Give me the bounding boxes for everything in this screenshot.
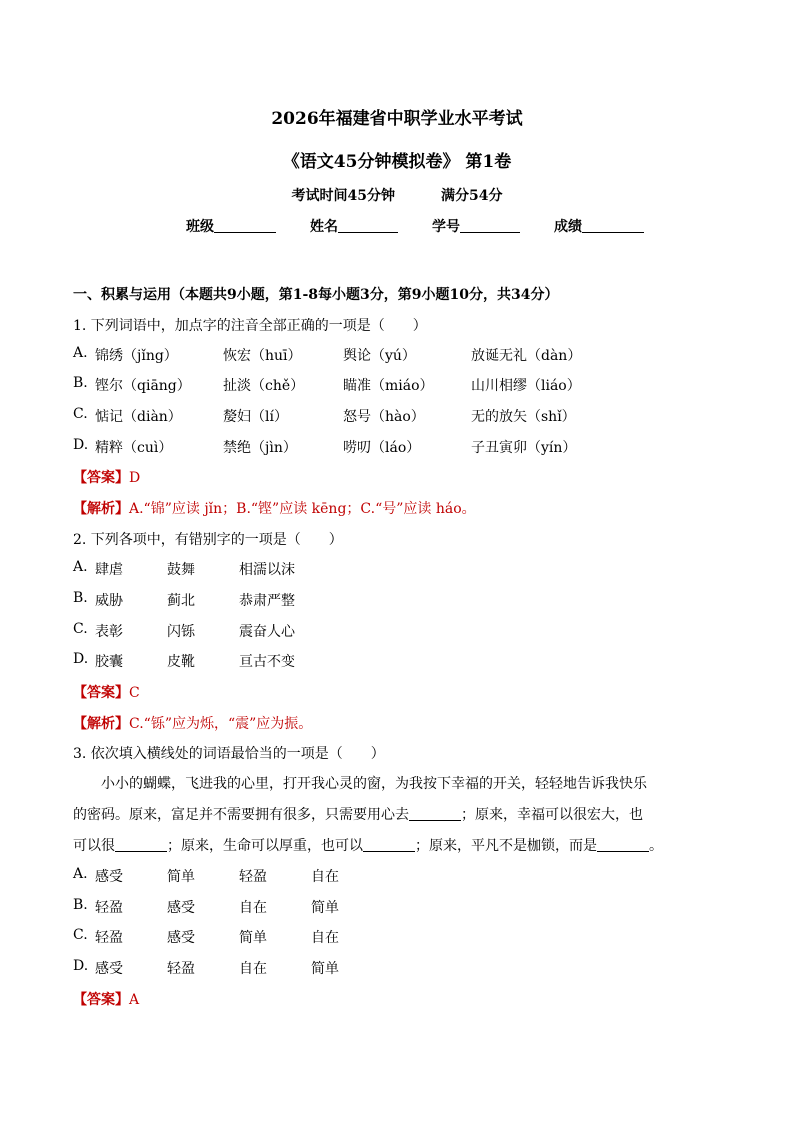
exam-meta [0, 185, 794, 205]
q2-analysis: 【解析】C.“铄”应为烁，“震”应为振。 [73, 716, 313, 732]
q3-passage-line-1: 小小的蝴蝶，飞进我的心里，打开我心灵的窗，为我按下幸福的开关，轻轻地告诉我快乐 [101, 776, 647, 792]
q2-stem: 2. 下列各项中，有错别字的一项是（ ） [73, 532, 343, 548]
q3-stem: 3. 依次填入横线处的词语最恰当的一项是（ ） [73, 746, 385, 762]
score-field[interactable]: 成绩 [554, 216, 644, 236]
q1-analysis: 【解析】A.“锦”应读 jǐn；B.“铿”应读 kēng；C.“号”应读 háo。 [73, 501, 476, 517]
q2-answer: 【答案】C [73, 685, 140, 701]
exam-score: 满分54分 [441, 188, 503, 204]
q3-passage-line-3: 可以很 ；原来，生命可以厚重，也可以 ；原来，平凡不是枷锁，而是 。 [73, 838, 663, 854]
q3-passage-line-2: 的密码。原来，富足并不需要拥有很多，只需要用心去 ；原来，幸福可以很宏大，也 [73, 807, 643, 823]
exam-page: 2026年福建省中职学业水平考试 《语文45分钟模拟卷》 第1卷 考试时间45分钟 满分54分 班级 姓名 学号 成绩 一、积累与运用（本题共9小题，第1-8每小题3分，第9小题10分，共34分） 1. 下列词语中，加点字的注音全部正确的一项是（ ） A. 锦绣（jǐng） 恢宏（huī） 舆论（yú） 放诞无礼（dàn） B. 铿尔（qiāng） 扯淡（chě） 瞄准（miáo） 山川相缪（liáo） C. 惦记（diàn） 嫠妇（lí） 怒号（hào） 无的放矢（shǐ） D. 精粹（cuì） 禁绝（jìn） 唠叨（láo） 子丑寅卯（yín） 【答案】D 【解析】A.“锦”应读 jǐn；B.“铿”应读 kēng；C.“号”应读 háo。 2. 下列各项中，有错别字的一项是（ ） A. 肆虐 鼓舞 相濡以沫 B. 威胁 蓟北 恭肃严整 C. 表彰 闪铄 震奋人心 D. 胶囊 皮靴 亘古不变 【答案】C 【解析】C.“铄”应为烁，“震”应为振。 3. 依次填入横线处的词语最恰当的一项是（ ） 小小的蝴蝶，飞进我的心里，打开我心灵的窗，为我按下幸福的开关，轻轻地告诉我快乐 的密码。原来，富足并不需要拥有很多，只需要用心去 ；原来，幸福可以很宏大，也 可以很 ；原来，生命可以厚重，也可以 ；原来，平凡不是枷锁，而是 。 A. 感受 简单 轻盈 自在 B. 轻盈 感受 自在 简单 C. 轻盈 感受 简单 自在 D. 感受 轻盈 自在 简单 【答案】A [0, 0, 794, 1123]
q3-blank-1[interactable] [409, 806, 461, 821]
q3-answer: 【答案】A [73, 992, 140, 1008]
q3-blank-3[interactable] [363, 837, 415, 852]
q3-blank-2[interactable] [115, 837, 167, 852]
class-field[interactable]: 班级 [186, 216, 276, 236]
q3-blank-4[interactable] [597, 837, 649, 852]
exam-time: 考试时间45分钟 [291, 188, 395, 204]
exam-title: 2026年福建省中职学业水平考试 [271, 109, 523, 129]
section-heading: 一、积累与运用（本题共9小题，第1-8每小题3分，第9小题10分，共34分） [73, 287, 559, 303]
name-field[interactable]: 姓名 [310, 216, 398, 236]
student-id-field[interactable]: 学号 [432, 216, 520, 236]
q1-stem: 1. 下列词语中，加点字的注音全部正确的一项是（ ） [73, 318, 427, 334]
exam-subtitle: 《语文45分钟模拟卷》 第1卷 [282, 152, 512, 172]
student-info-fields [186, 216, 678, 236]
q1-answer: 【答案】D [73, 470, 141, 486]
